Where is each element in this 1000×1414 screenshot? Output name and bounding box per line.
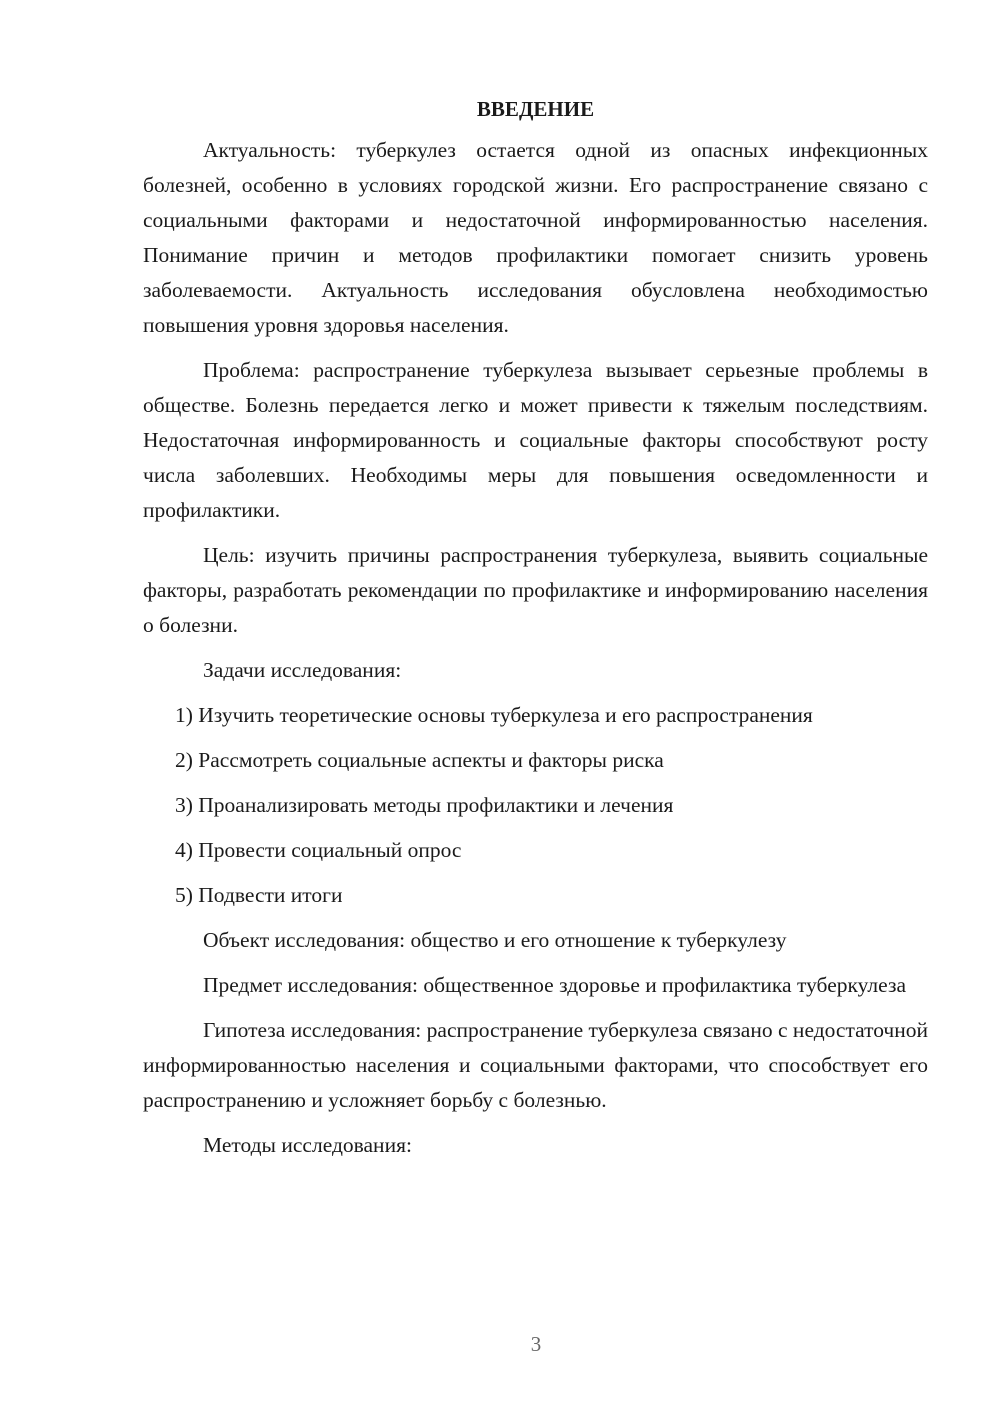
task-item: 4) Провести социальный опрос	[175, 838, 462, 862]
document-page	[143, 92, 928, 1173]
task-item: 3) Проанализировать методы профилактики и лечения	[175, 793, 674, 817]
goal-paragraph: Цель: изучить причины распространения туберкулеза, выявить социальные факторы, разработать рекомендации по профилактике и информированию населения о болезни.	[143, 543, 928, 637]
page-number: 3	[530, 1332, 542, 1356]
tasks-heading: Задачи исследования:	[203, 658, 402, 682]
task-item: 2) Рассмотреть социальные аспекты и факторы риска	[175, 748, 664, 772]
relevance-paragraph: Актуальность: туберкулез остается одной из опасных инфекционных болезней, особенно в условиях городской жизни. Его распространение связано с социальными факторами и недостаточной информированностью населения. Понимание причин и методов профилактики помогает снизить уровень заболеваемости. Актуальность исследования обусловлена необходимостью повышения уровня здоровья населения.	[143, 138, 928, 337]
hypothesis-paragraph: Гипотеза исследования: распространение туберкулеза связано с недостаточной информированностью населения и социальными факторами, что способствует его распространению и усложняет борьбу с болезнью.	[143, 1018, 928, 1112]
task-item: 1) Изучить теоретические основы туберкулеза и его распространения	[175, 703, 813, 727]
methods-heading: Методы исследования:	[203, 1133, 412, 1157]
section-title: ВВЕДЕНИЕ	[476, 97, 595, 121]
object-line: Объект исследования: общество и его отношение к туберкулезу	[203, 928, 787, 952]
tasks-list	[143, 698, 928, 913]
task-item: 5) Подвести итоги	[175, 883, 343, 907]
problem-paragraph: Проблема: распространение туберкулеза вызывает серьезные проблемы в обществе. Болезнь передается легко и может привести к тяжелым последствиям. Недостаточная информированность и социальные факторы способствуют росту числа заболевших. Необходимы меры для повышения осведомленности и профилактики.	[143, 358, 928, 522]
subject-paragraph: Предмет исследования: общественное здоровье и профилактика туберкулеза	[203, 973, 907, 997]
